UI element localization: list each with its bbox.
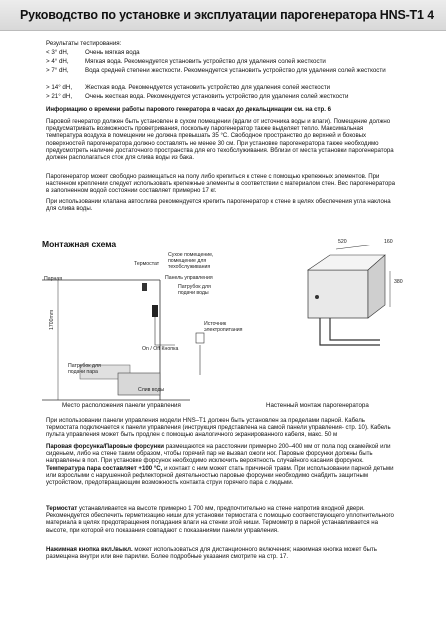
control-panel-shape [152,305,158,317]
dim-width: 520 [338,239,347,245]
label-steam-pipe: Патрубок для подачи пара [68,363,101,375]
label-sauna: Парная [44,276,63,282]
generator-indicator-shape [315,295,319,299]
paragraph-control-panel: При использовании панели управления модели HNS–T1 должен быть установлен за пределами парной. Кабель термостата подключается к панели управления (инструкция представлена на самой панели управления- стр. 10). Кабель пульта управления может быть продлен с помощью аналогичного экранированного кабеля, макс. 50 м [46,417,391,439]
nozzles-heading: Паровая форсунка/Паровые форсунки [46,443,165,450]
paragraph-installation: Паровой генератор должен быть установлен в сухом помещении (вдали от источника воды и влаги). Помещение должно предусматривать возможность проветривания, поскольку парогенератор также выделяет тепло. Максимальная температура воздуха в помещении не должна превышать 35 °C. Свободное пространство до верхней и боковых поверхностей парогенератора должно составлять не менее 30 см. При установке парогенератора также необходимо предусмотреть наличие достаточного пространства для его техобслуживания. Вблизи от места установки парогенератора должен располагаться сток для слива воды из бака. [46,118,394,162]
wall-generator-shape [308,270,368,318]
hardness-label: < 3° dH, [46,49,69,56]
dim-depth: 160 [384,239,393,245]
paragraph-mounting: Парогенератор может свободно размещаться на полу либо крепиться к стене с помощью крепежных элементов. При настенном креплении следует использовать крепежные элементы в соответствии с материалом стен. Вес парогенератора в заполненном водой состоянии составляет примерно 17 кг. [46,173,396,195]
page-title: Руководство по установке и эксплуатации парогенератора HNS-T1 [20,8,424,22]
label-drain: Слив воды [138,387,165,393]
paragraph-steam-temp [46,465,398,487]
hardness-text: Очень мягкая вода [85,49,140,56]
label-onoff: On / Off Кнопка [142,346,179,352]
button-heading: Нажимная кнопка вкл./выкл. [46,546,133,553]
page-header [0,0,446,31]
steam-temp-heading: Температура пара составляет +100 °C, [46,465,163,472]
hardness-text: Очень жесткая вода. Рекомендуется установить устройство для удаления солей жесткости [85,93,349,100]
label-inlet: Патрубок для подачи воды [178,284,211,296]
thermostat-heading: Термостат [46,505,78,512]
hardness-label: > 7° dH, [46,67,69,74]
cable-line [155,317,175,345]
caption-left: Место расположения панели управления [62,402,181,409]
button-text: может использоваться для дистанционного включения; нажимная кнопка может быть размещена внутри или вне парилки. Более подробные указания смотрите на стр. 17. [46,546,377,561]
thermostat-text: устанавливается на высоте примерно 1 700 мм, предпочтительно на стене напротив входной двери. Рекомендуется обеспечить герметизацию ниши для установки термостата с помощью соответствующего уплотнительного материала в целях предотвращения попадания влаги на стенки этой ниши. Термометр в парной устанавливается на высоте, при которой его показания совпадают с показаниями панели управления. [46,505,394,534]
hardness-text: Вода средней степени жесткости. Рекомендуется установить устройство для удаления солей жесткости [85,67,386,74]
steam-pipe-shape [320,318,380,345]
power-box-shape [196,333,204,343]
diagram-title: Монтажная схема [42,239,117,249]
hardness-text: Мягкая вода. Рекомендуется установить устройство для удаления солей жесткости [85,58,326,65]
caption-right: Настенный монтаж парогенератора [266,402,369,409]
nozzles-text: размещаются на расстоянии примерно 200–400 мм от пола под скамейкой или сиденьем, либо на стене таким образом, чтобы горячий пар не вызвал ожоги ног. Паровые форсунки должны быть направлены в пол. При установке форсунок необходимо исключить вероятность случайного касания форсунок. [46,443,391,465]
paragraph-nozzles [46,443,398,465]
label-panel: Панель управления [165,275,213,281]
dim-height: 380 [394,279,403,285]
label-thermostat: Термостат [134,261,160,267]
page-number: 4 [427,8,434,22]
paragraph-button [46,546,398,560]
info-heading: Информацию о времени работы парового генератора в часах до декальцинации см. на стр. 6 [46,106,332,113]
results-title: Результаты тестирования: [46,40,122,47]
steam-temp-text: и контакт с ним может стать причиной травм. При использовании парной детьми или взрослыми с нарушенной рефлекторной деятельностью паровые форсунки необходимо снабдить защитным устройством, предотвращающим возможность контакта струи горячего пара с людьми. [46,465,394,487]
label-dry-room: Сухое помещение, помещение для техобслуживания [168,252,214,270]
label-height: 1700mm [49,309,55,330]
label-power: Источник электропитания [204,321,243,333]
hardness-text: Жесткая вода. Рекомендуется установить устройство для удаления солей жесткости [85,84,331,91]
paragraph-autodrain: При использовании клапана автослива рекомендуется крепить парогенератор к стене в целях обеспечения угла наклона для слива воды. [46,198,391,213]
hardness-label: > 4° dH, [46,58,69,65]
water-pipe-shape [330,318,380,340]
hardness-label: > 14° dH, [46,84,73,91]
paragraph-thermostat [46,505,398,534]
hardness-label: > 21° dH, [46,93,73,100]
thermostat-shape [142,283,147,291]
